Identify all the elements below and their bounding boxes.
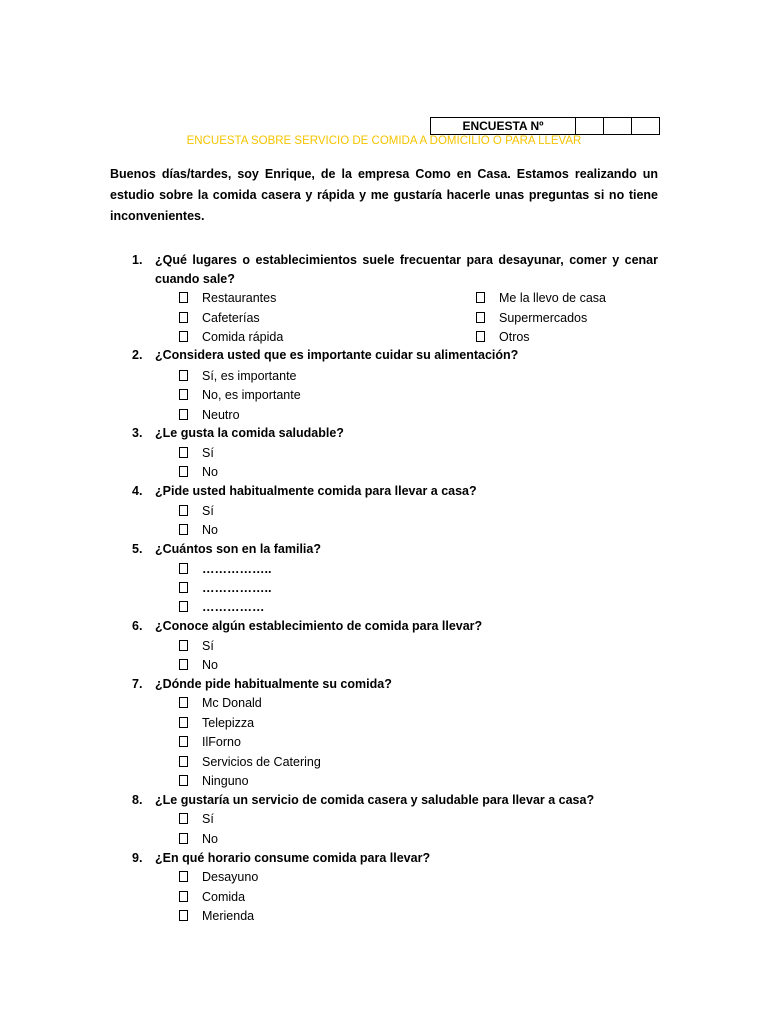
- checkbox[interactable]: [179, 370, 188, 381]
- checkbox[interactable]: [179, 524, 188, 535]
- checkbox[interactable]: [179, 910, 188, 921]
- checkbox[interactable]: [179, 601, 188, 612]
- checkbox[interactable]: [179, 891, 188, 902]
- option-label: No: [202, 658, 218, 672]
- question-text: ¿Considera usted que es importante cuidar su alimentación?: [155, 348, 519, 362]
- option-label: IlForno: [202, 735, 241, 749]
- option-label: ……………..: [202, 581, 272, 595]
- option-me-la-llevo[interactable]: [476, 290, 606, 307]
- question-number: 2.: [132, 348, 143, 362]
- question-number: 7.: [132, 677, 143, 691]
- option-no[interactable]: [179, 464, 218, 481]
- option-label: No: [202, 832, 218, 846]
- question-8: [132, 791, 658, 810]
- option-si[interactable]: [179, 811, 214, 828]
- option-restaurantes[interactable]: [179, 290, 276, 307]
- option-label: ……………: [202, 600, 265, 614]
- option-label: No: [202, 465, 218, 479]
- option-supermercados[interactable]: [476, 310, 587, 327]
- option-blank[interactable]: [179, 580, 271, 597]
- question-9: [132, 849, 658, 868]
- option-label: Desayuno: [202, 870, 259, 884]
- option-catering[interactable]: [179, 754, 321, 771]
- checkbox[interactable]: [179, 563, 188, 574]
- question-text: ¿Qué lugares o establecimientos suele frecuentar para desayunar, comer y cenar cuando sale?: [155, 253, 658, 286]
- option-neutro[interactable]: [179, 407, 240, 424]
- intro-paragraph: Buenos días/tardes, soy Enrique, de la empresa Como en Casa. Estamos realizando un estudio sobre la comida casera y rápida y me gustaría hacerle unas preguntas si no tiene inconvenientes.: [110, 167, 658, 223]
- option-label: Telepizza: [202, 716, 255, 730]
- option-telepizza[interactable]: [179, 715, 254, 732]
- option-label: Cafeterías: [202, 311, 260, 325]
- option-blank[interactable]: [179, 599, 265, 616]
- encuesta-number-cell[interactable]: [632, 118, 660, 135]
- question-1: [132, 251, 658, 289]
- option-label: Sí: [202, 446, 214, 460]
- option-label: ……………..: [202, 562, 272, 576]
- option-merienda[interactable]: [179, 908, 254, 925]
- question-number: 6.: [132, 619, 143, 633]
- checkbox[interactable]: [179, 813, 188, 824]
- checkbox[interactable]: [179, 409, 188, 420]
- option-otros[interactable]: [476, 329, 530, 346]
- option-no[interactable]: [179, 522, 218, 539]
- option-si[interactable]: [179, 503, 214, 520]
- encuesta-number-cell[interactable]: [576, 118, 604, 135]
- question-text: ¿Dónde pide habitualmente su comida?: [155, 677, 392, 691]
- question-text: ¿En qué horario consume comida para llevar?: [155, 851, 431, 865]
- question-number: 5.: [132, 542, 143, 556]
- option-label: Mc Donald: [202, 696, 262, 710]
- checkbox[interactable]: [179, 775, 188, 786]
- option-si[interactable]: [179, 638, 214, 655]
- encuesta-number-box: [430, 117, 660, 135]
- option-comida-rapida[interactable]: [179, 329, 283, 346]
- option-label: Me la llevo de casa: [499, 291, 607, 305]
- option-si[interactable]: [179, 445, 214, 462]
- question-5: [132, 540, 658, 559]
- option-si-importante[interactable]: [179, 368, 297, 385]
- question-6: [132, 617, 658, 636]
- option-label: Ninguno: [202, 774, 249, 788]
- option-label: Otros: [499, 330, 530, 344]
- question-text: ¿Le gusta la comida saludable?: [155, 426, 344, 440]
- option-label: Sí: [202, 812, 214, 826]
- question-number: 1.: [132, 253, 143, 267]
- question-7: [132, 675, 658, 694]
- checkbox[interactable]: [179, 582, 188, 593]
- checkbox[interactable]: [179, 736, 188, 747]
- checkbox[interactable]: [179, 871, 188, 882]
- option-ilforno[interactable]: [179, 734, 241, 751]
- option-label: Sí: [202, 504, 214, 518]
- option-label: Merienda: [202, 909, 255, 923]
- checkbox[interactable]: [179, 466, 188, 477]
- checkbox[interactable]: [179, 292, 188, 303]
- survey-title: ENCUESTA SOBRE SERVICIO DE COMIDA A DOMICILIO O PARA LLEVAR: [186, 135, 582, 147]
- option-label: Sí: [202, 639, 214, 653]
- checkbox[interactable]: [179, 659, 188, 670]
- checkbox[interactable]: [179, 331, 188, 342]
- question-text: ¿Cuántos son en la familia?: [155, 542, 321, 556]
- checkbox[interactable]: [476, 331, 485, 342]
- encuesta-label: ENCUESTA Nº: [431, 118, 576, 135]
- option-label: Sí, es importante: [202, 369, 297, 383]
- checkbox[interactable]: [179, 640, 188, 651]
- question-text: ¿Pide usted habitualmente comida para llevar a casa?: [155, 484, 477, 498]
- option-label: Restaurantes: [202, 291, 277, 305]
- question-number: 3.: [132, 426, 143, 440]
- question-text: ¿Conoce algún establecimiento de comida para llevar?: [155, 619, 483, 633]
- question-number: 8.: [132, 793, 143, 807]
- option-no[interactable]: [179, 657, 218, 674]
- question-number: 4.: [132, 484, 143, 498]
- option-cafeterias[interactable]: [179, 310, 260, 327]
- question-3: [132, 424, 658, 443]
- question-4: [132, 482, 658, 501]
- option-mc-donald[interactable]: [179, 695, 262, 712]
- encuesta-number-cell[interactable]: [604, 118, 632, 135]
- checkbox[interactable]: [476, 312, 485, 323]
- option-comida[interactable]: [179, 889, 245, 906]
- checkbox[interactable]: [179, 717, 188, 728]
- checkbox[interactable]: [179, 756, 188, 767]
- checkbox[interactable]: [179, 833, 188, 844]
- option-label: No, es importante: [202, 388, 301, 402]
- option-no[interactable]: [179, 831, 218, 848]
- option-label: No: [202, 523, 218, 537]
- checkbox[interactable]: [179, 389, 188, 400]
- question-number: 9.: [132, 851, 143, 865]
- option-label: Supermercados: [499, 311, 588, 325]
- checkbox[interactable]: [179, 447, 188, 458]
- option-ninguno[interactable]: [179, 773, 249, 790]
- option-desayuno[interactable]: [179, 869, 258, 886]
- option-no-importante[interactable]: [179, 387, 301, 404]
- checkbox[interactable]: [179, 697, 188, 708]
- checkbox[interactable]: [179, 312, 188, 323]
- checkbox[interactable]: [476, 292, 485, 303]
- checkbox[interactable]: [179, 505, 188, 516]
- question-2: [132, 346, 658, 365]
- option-label: Comida rápida: [202, 330, 284, 344]
- option-label: Comida: [202, 890, 246, 904]
- option-label: Neutro: [202, 408, 240, 422]
- question-text: ¿Le gustaría un servicio de comida casera y saludable para llevar a casa?: [155, 793, 595, 807]
- option-label: Servicios de Catering: [202, 755, 321, 769]
- option-blank[interactable]: [179, 561, 271, 578]
